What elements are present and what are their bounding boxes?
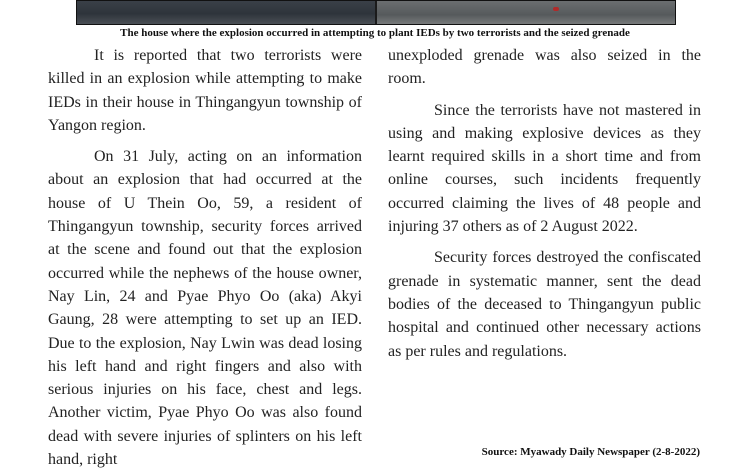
article-paragraph: On 31 July, acting on an information about an explosion that had occurred at the house of U Thein Oo, 59, a resident of Thingangyun township, security forces arrived at the scene and found out that the explosion occurred while the nephews of the house owner, Nay Lin, 24 and Pyae Phyo Oo (aka) Akyi Gaung, 28 were attempting to set up an IED. Due to the explosion, Nay Lwin was dead losing his left hand and right fingers and also with serious injuries on his face, chest and legs. Another victim, Pyae Phyo Oo was also found dead with severe injuries of splinters on his left hand, right (48, 148, 362, 469)
article-paragraph: Security forces destroyed the confiscated grenade in systematic manner, sent the dead bodies of the deceased to Thingangyun public hospital and continued other necessary actions as per rules and regulations. (388, 249, 701, 360)
article-paragraph: Since the terrorists have not mastered in using and making explosive devices as they learnt required skills in a short time and from online courses, such incidents frequently occurred claiming the lives of 48 people and injuring 37 others as of 2 August 2022. (388, 101, 701, 236)
article-paragraph: unexploded grenade was also seized in the room. (388, 47, 701, 88)
grenade-photo (377, 1, 675, 24)
article-column-right (388, 44, 701, 363)
photo-caption: The house where the explosion occurred in attempting to plant IEDs by two terrorists and the seized grenade (120, 27, 630, 39)
article-paragraph: It is reported that two terrorists were killed in an explosion while attempting to make IEDs in their house in Thingangyun township of Yangon region. (48, 47, 362, 134)
source-credit: Source: Myawady Daily Newspaper (2-8-2022) (481, 446, 700, 458)
article-column-left (48, 44, 362, 471)
grenade-marker (553, 7, 559, 11)
news-photo-strip (76, 0, 676, 25)
house-photo (77, 1, 375, 24)
